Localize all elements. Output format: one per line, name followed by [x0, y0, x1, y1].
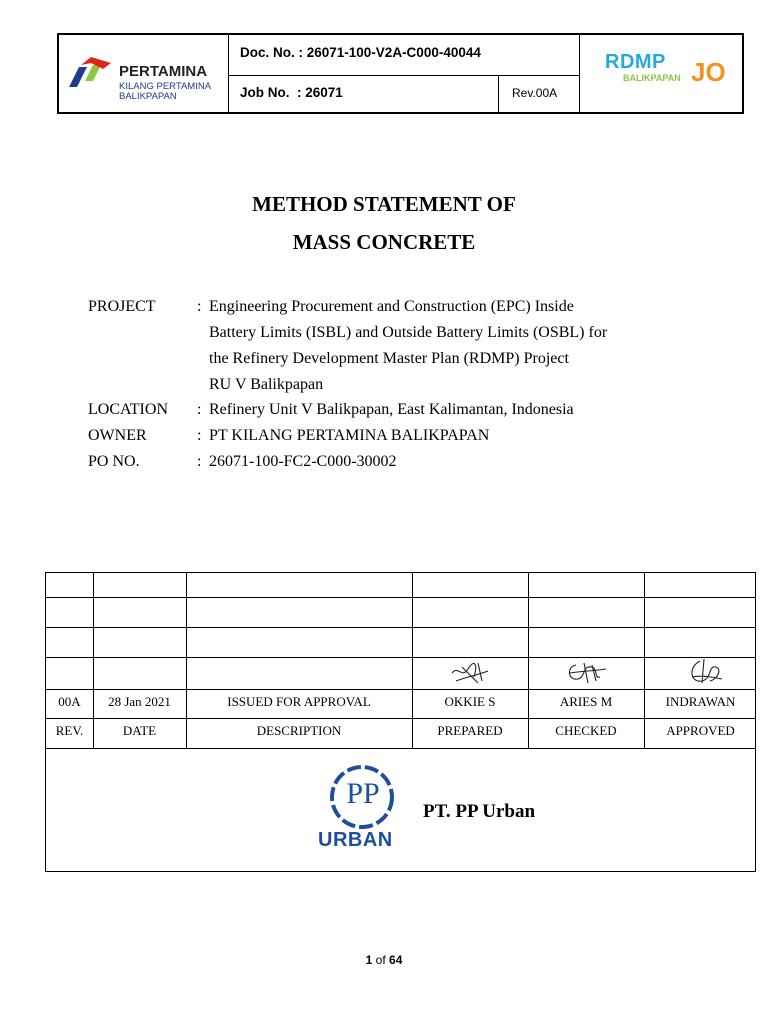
project-line-1: Engineering Procurement and Construction (EPC) Inside	[209, 298, 574, 315]
pertamina-subtitle-1: KILANG PERTAMINA	[119, 81, 212, 92]
pertamina-subtitle-2: BALIKPAPAN	[119, 91, 177, 102]
owner-label: OWNER	[88, 427, 147, 444]
pp-logo-text: PP	[346, 777, 380, 810]
entry-approved: INDRAWAN	[665, 694, 736, 709]
doc-number: Doc. No. : 26071-100-V2A-C000-40044	[240, 45, 481, 60]
entry-date: 28 Jan 2021	[108, 694, 171, 709]
owner-colon: :	[197, 427, 202, 444]
contractor-name: PT. PP Urban	[423, 801, 536, 822]
project-colon: :	[197, 298, 202, 315]
po-value: 26071-100-FC2-C000-30002	[209, 453, 397, 470]
rdmp-text: RDMP	[605, 51, 666, 73]
page-number	[0, 953, 768, 967]
pertamina-name: PERTAMINA	[119, 63, 208, 80]
project-label: PROJECT	[88, 298, 156, 315]
project-line-3: the Refinery Development Master Plan (RDMP) Project	[209, 350, 569, 367]
entry-description: ISSUED FOR APPROVAL	[227, 694, 371, 709]
project-line-4: RU V Balikpapan	[209, 376, 324, 393]
rdmp-jo-logo	[605, 51, 725, 91]
page-total: 64	[389, 953, 403, 967]
header-checked: CHECKED	[555, 723, 617, 738]
header-prepared: PREPARED	[437, 723, 503, 738]
document-header	[57, 33, 744, 114]
owner-value: PT KILANG PERTAMINA BALIKPAPAN	[209, 427, 490, 444]
header-date: DATE	[122, 723, 157, 738]
project-line-2: Battery Limits (ISBL) and Outside Battery Limits (OSBL) for	[209, 324, 608, 341]
document-title-line2: MASS CONCRETE	[292, 230, 476, 254]
balikpapan-text: BALIKPAPAN	[623, 73, 681, 83]
location-label: LOCATION	[88, 401, 168, 418]
page-of: of	[375, 953, 386, 967]
location-colon: :	[197, 401, 202, 418]
page-current: 1	[365, 953, 373, 967]
signature-prepared	[448, 659, 492, 687]
jo-text: JO	[691, 57, 726, 87]
header-rev: REV.	[55, 723, 84, 738]
location-value: Refinery Unit V Balikpapan, East Kalimantan, Indonesia	[209, 401, 574, 418]
header-approved: APPROVED	[666, 723, 735, 738]
job-number: Job No. : 26071	[240, 85, 343, 100]
document-title-line1: METHOD STATEMENT OF	[252, 192, 516, 216]
po-label: PO NO.	[88, 453, 140, 470]
revision-table	[45, 572, 756, 872]
signature-approved	[682, 657, 726, 687]
entry-prepared: OKKIE S	[444, 694, 496, 709]
pertamina-logo	[67, 51, 217, 102]
entry-rev: 00A	[58, 694, 81, 709]
urban-logo-text: URBAN	[318, 829, 393, 851]
entry-checked: ARIES M	[559, 694, 613, 709]
po-colon: :	[197, 453, 202, 470]
revision-code: Rev.00A	[512, 86, 558, 100]
signature-checked	[564, 659, 608, 687]
pp-urban-logo	[318, 763, 414, 855]
header-description: DESCRIPTION	[256, 723, 342, 738]
